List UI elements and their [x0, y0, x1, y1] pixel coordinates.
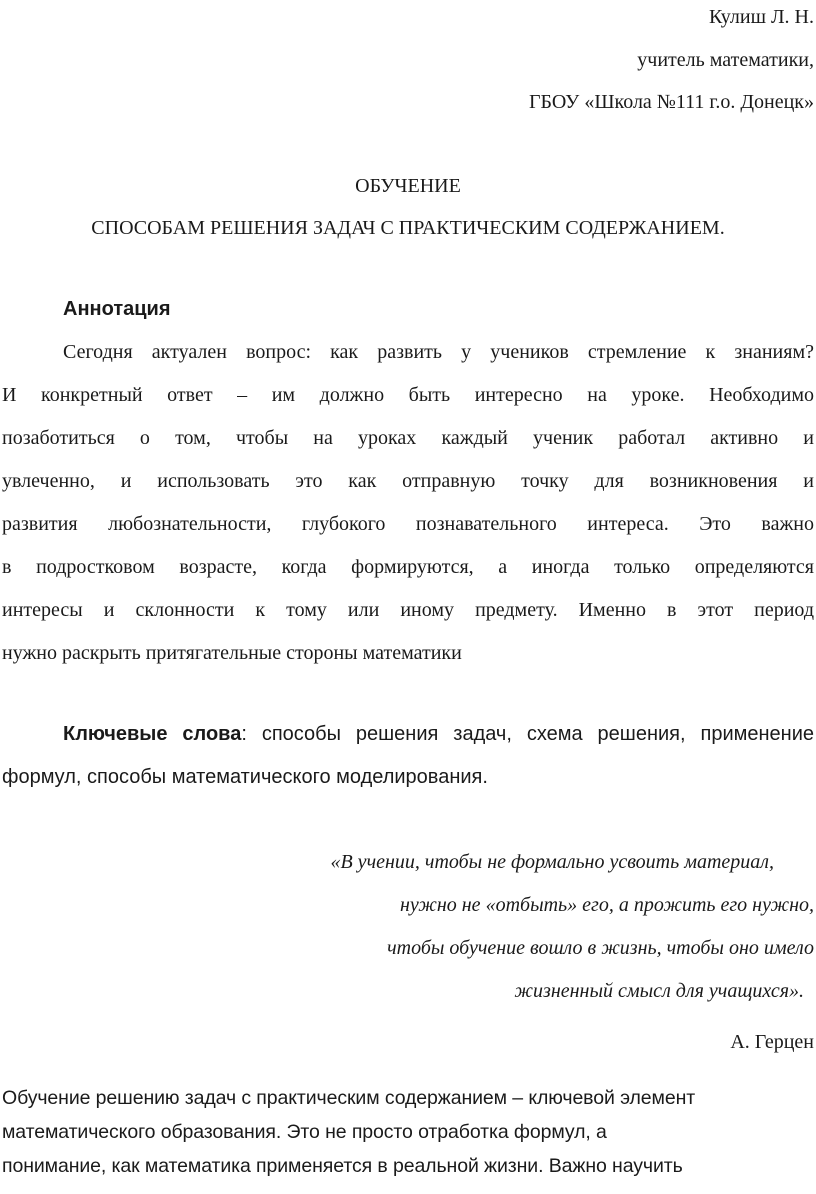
epigraph-line: нужно не «отбыть» его, а прожить его нужно, — [399, 894, 814, 916]
annotation-heading: Аннотация — [63, 298, 171, 320]
annotation-line: в подростковом возрасте, когда формируются, а иногда только определяются — [2, 556, 814, 578]
title-line-2: СПОСОБАМ РЕШЕНИЯ ЗАДАЧ С ПРАКТИЧЕСКИМ СОДЕРЖАНИЕМ. — [91, 217, 725, 239]
body-line: математического образования. Это не просто отработка формул, а — [2, 1121, 607, 1143]
epigraph-line: «В учении, чтобы не формально усвоить материал, — [330, 851, 774, 873]
annotation-line: нужно раскрыть притягательные стороны математики — [2, 642, 462, 664]
epigraph-line: чтобы обучение вошло в жизнь, чтобы оно имело — [387, 937, 814, 959]
author-school: ГБОУ «Школа №111 г.о. Донецк» — [528, 91, 814, 113]
author-name: Кулиш Л. Н. — [708, 6, 814, 28]
annotation-line: развития любознательности, глубокого познавательного интереса. Это важно — [2, 513, 814, 535]
keywords-label: Ключевые слова — [63, 723, 242, 745]
epigraph-author: А. Герцен — [730, 1031, 814, 1053]
annotation-line: Сегодня актуален вопрос: как развить у учеников стремление к знаниям? — [63, 341, 814, 363]
author-position: учитель математики, — [637, 49, 814, 71]
annotation-line: позаботиться о том, чтобы на уроках каждый ученик работал активно и — [2, 427, 814, 449]
annotation-line: интересы и склонности к тому или иному предмету. Именно в этот период — [2, 599, 814, 621]
title-line-1: ОБУЧЕНИЕ — [355, 175, 461, 197]
annotation-line: увлеченно, и использовать это как отправную точку для возникновения и — [2, 470, 814, 492]
keywords-line-2: формул, способы математического моделирования. — [2, 766, 488, 788]
body-line: понимание, как математика применяется в реальной жизни. Важно научить — [2, 1155, 683, 1177]
body-line: Обучение решению задач с практическим содержанием – ключевой элемент — [2, 1087, 696, 1109]
epigraph-line: жизненный смысл для учащихся». — [514, 980, 804, 1002]
annotation-line: И конкретный ответ – им должно быть интересно на уроке. Необходимо — [2, 384, 814, 406]
keywords-line-1 — [63, 722, 814, 746]
keywords-text: : способы решения задач, схема решения, применение — [241, 723, 814, 745]
